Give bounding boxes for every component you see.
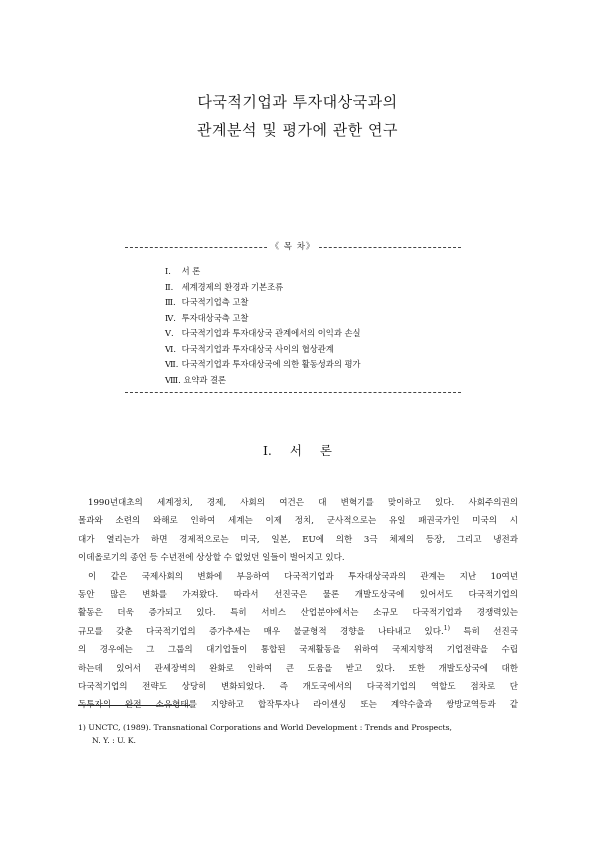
body-line: 대가 열리는가 하면 경제적으로는 미국, 일본, EU에 의한 3극 체제의 등장, 그리고 냉전과 — [78, 534, 518, 545]
body-line: 다국적기업의 전략도 상당히 변화되었다. 즉 개도국에서의 다국적기업의 역할도 점차로 단 — [78, 682, 518, 693]
toc-item: Ⅳ. 투자대상국측 고찰 — [165, 312, 249, 323]
body-line: 독투자의 완전 소유형태를 지양하고 합작투자나 라이센싱 또는 계약수출과 쌍방교역등과 같 — [78, 700, 518, 711]
footnote-reference[interactable]: 1) — [443, 625, 450, 632]
body-text — [78, 494, 518, 715]
body-line: 의 경우에는 그 그룹의 대기업들이 통합된 국제활동을 위하여 국제지향적 기업전략을 수립 — [78, 645, 518, 656]
table-of-contents — [125, 242, 461, 393]
page-title — [0, 88, 595, 144]
toc-item: Ⅱ. 세계경제의 환경과 기본조류 — [165, 281, 284, 292]
body-line: 이 같은 국제사회의 변화에 부응하여 다국적기업과 투자대상국과의 관계는 지난 10여년 — [88, 571, 518, 582]
section-heading: Ⅰ. 서 론 — [262, 443, 332, 458]
toc-item: Ⅲ. 다국적기업측 고찰 — [165, 297, 249, 307]
title-line-2: 관계분석 및 평가에 관한 연구 — [197, 121, 398, 139]
body-line: 하는데 있어서 관세장벽의 완화로 인하여 큰 도움을 받고 있다. 또한 개발도상국에 대한 — [78, 663, 518, 674]
footnote — [78, 722, 518, 747]
toc-item: Ⅴ. 다국적기업과 투자대상국 관계에서의 이익과 손실 — [165, 328, 361, 338]
toc-list — [165, 264, 361, 388]
footnote-divider — [78, 705, 190, 706]
footnote-line: N. Y. : U. K. — [92, 735, 136, 745]
toc-item: Ⅷ. 요약과 결론 — [165, 374, 227, 385]
body-line: 몰과와 소련의 와해로 인하여 세계는 이제 정치, 군사적으로는 유일 패권국가인 미국의 시 — [78, 516, 518, 527]
title-line-1: 다국적기업과 투자대상국과의 — [197, 93, 398, 111]
body-line: 이데올로기의 종언 등 수년전에 상상할 수 없었던 일들이 벌어지고 있다. — [78, 553, 345, 564]
toc-item: Ⅰ. 서 론 — [165, 266, 201, 276]
toc-heading: 《 목 차》 — [125, 241, 461, 253]
toc-item: Ⅵ. 다국적기업과 투자대상국 사이의 협상관계 — [165, 343, 334, 354]
body-line: 규모를 갖춘 다국적기업의 증가추세는 매우 불균형적 경향을 나타내고 있다.$^{1)}$ 특히 선진국 — [78, 625, 518, 637]
body-line: 동안 많은 변화를 가져왔다. 따라서 선진국은 물론 개발도상국에 있어서도 다국적기업의 — [78, 590, 518, 601]
body-line: 활동은 더욱 증가되고 있다. 특히 서비스 산업분야에서는 소규모 다국적기업과 경쟁력있는 — [78, 608, 518, 619]
footnote-line: 1) UNCTC, (1989). Transnational Corporations and World Development : Trends and Prospects, — [78, 723, 452, 732]
body-line: 1990년대초의 세계정치, 경제, 사회의 여건은 대 변혁기를 맞이하고 있다. 사회주의권의 — [88, 498, 518, 508]
toc-item: Ⅶ. 다국적기업과 투자대상국에 의한 활동성과의 평가 — [165, 359, 361, 369]
